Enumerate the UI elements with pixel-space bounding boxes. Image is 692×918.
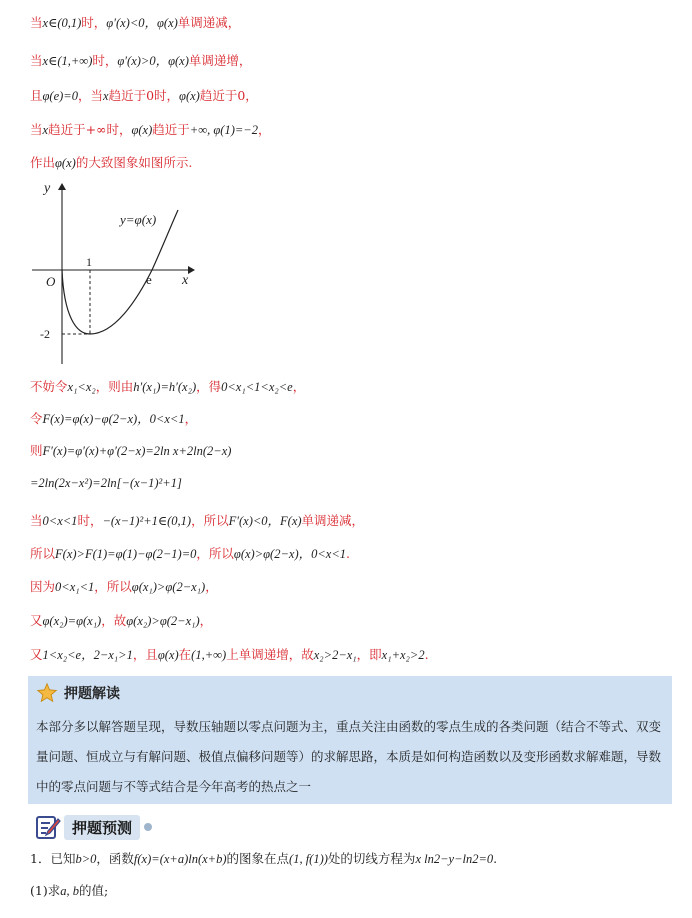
origin-label: O xyxy=(46,274,56,289)
text: 且 xyxy=(30,88,43,103)
text: 在 xyxy=(178,647,192,662)
line-13 xyxy=(30,612,672,630)
math: f(x)=(x+a)ln(x+b) xyxy=(133,852,227,866)
tick-neg2-label: -2 xyxy=(40,327,50,341)
text: 趋近于0时， xyxy=(108,88,180,103)
math: φ(e)=0 xyxy=(42,89,78,103)
text: 不妨令 xyxy=(30,379,68,394)
text: ， xyxy=(258,122,271,137)
text: 当 xyxy=(30,122,43,137)
line-3 xyxy=(30,87,672,105)
text: 作出 xyxy=(30,155,56,170)
tick-e-label: e xyxy=(146,272,152,287)
text: 趋近于+∞时， xyxy=(48,122,132,137)
math: φ(x) xyxy=(157,648,179,662)
math: φ(x)>φ(2−x)，0<x<1 xyxy=(233,547,347,561)
math: x₂>2−x₁ xyxy=(313,648,357,662)
text: ， xyxy=(184,411,198,426)
analysis-title: 押题解读 xyxy=(64,686,120,702)
math: x∈(1,+∞) xyxy=(42,54,93,68)
problem-part-1 xyxy=(30,882,672,900)
line-12 xyxy=(30,578,672,596)
text: 处的切线方程为 xyxy=(327,851,416,866)
line-9 xyxy=(30,474,672,492)
text: 的图象在点 xyxy=(226,851,290,866)
line-2 xyxy=(30,52,672,70)
y-axis-label: y xyxy=(44,181,51,196)
math: φ(x₂)=φ(x₁) xyxy=(42,614,102,628)
text: 上单调递增，故 xyxy=(226,647,314,662)
phi-curve xyxy=(62,210,178,334)
line-4 xyxy=(30,121,672,139)
curve-label: y=φ(x) xyxy=(120,212,157,227)
analysis-header xyxy=(36,682,120,704)
analysis-body: 本部分多以解答题呈现，导数压轴题以零点问题为主，重点关注由函数的零点生成的各类问题（结合不等式、双变量问题、恒成立与有解问题、极值点偏移问题等）的求解思路，本质是如何构造函数以及变形函数求解难题，导数中的零点问题与不等式结合是今年高考的热点之一 xyxy=(36,719,662,794)
line-10 xyxy=(30,512,672,530)
text: 则 xyxy=(30,443,43,458)
math: F′(x)=φ′(x)+φ′(2−x)=2ln x+2ln(2−x) xyxy=(42,444,232,458)
tick-one-label: 1 xyxy=(86,255,92,269)
math: φ(x₂)>φ(2−x₁) xyxy=(126,614,200,628)
text: . xyxy=(493,851,498,866)
decor-dot xyxy=(144,823,152,831)
text: ，所以 xyxy=(94,579,132,594)
math: 0<x<1 xyxy=(42,514,78,528)
text: ，故 xyxy=(101,613,127,628)
text: ，所以 xyxy=(196,546,234,561)
text: 时， xyxy=(77,513,103,528)
text: 时， xyxy=(81,15,107,30)
math: F′(x)<0，F(x) xyxy=(228,514,302,528)
text: 当 xyxy=(30,53,43,68)
line-1 xyxy=(30,14,672,32)
math: φ(x₁)>φ(2−x₁) xyxy=(131,580,206,594)
math: φ′(x)>0，φ(x) xyxy=(117,54,189,68)
text: ， xyxy=(292,379,306,394)
math: x₁<x₂ xyxy=(67,380,96,394)
text: ， xyxy=(199,613,213,628)
section-title: 押题预测 xyxy=(64,815,140,840)
text: 趋近于 xyxy=(152,122,190,137)
text: 单调递减， xyxy=(301,513,365,528)
line-14 xyxy=(30,646,672,664)
text: ，得 xyxy=(196,379,222,394)
text: ，函数 xyxy=(96,851,134,866)
math: b>0 xyxy=(75,852,97,866)
math: x xyxy=(42,123,49,137)
math: x₁+x₂>2 xyxy=(381,648,425,662)
text: 的值; xyxy=(78,883,109,898)
text: 趋近于0， xyxy=(199,88,258,103)
text: ，当 xyxy=(78,88,104,103)
x-axis-label: x xyxy=(182,273,189,288)
text: 令 xyxy=(30,411,43,426)
star-icon xyxy=(36,682,58,704)
math: 0<x₁<1 xyxy=(55,580,95,594)
math: φ(x) xyxy=(55,156,76,170)
text: ，即 xyxy=(356,647,382,662)
section-header xyxy=(34,812,152,842)
text: ，且 xyxy=(132,647,158,662)
line-8 xyxy=(30,442,672,460)
math: 1<x₂<e，2−x₁>1 xyxy=(42,648,133,662)
math: 0<x₁<1<x₂<e xyxy=(221,380,293,394)
math: φ(x) xyxy=(131,123,153,137)
text: (1)求 xyxy=(30,883,61,898)
text: 单调递增， xyxy=(188,53,252,68)
text: 时， xyxy=(92,53,118,68)
text: 当 xyxy=(30,15,43,30)
math: (1, f(1)) xyxy=(289,852,328,866)
math: =2ln(2x−x²)=2ln[−(x−1)²+1] xyxy=(30,476,182,490)
text: 所以 xyxy=(30,546,56,561)
analysis-box xyxy=(28,676,672,804)
text: . xyxy=(346,546,351,561)
line-5 xyxy=(30,154,672,172)
text: 1．已知 xyxy=(30,851,76,866)
math: x ln2−y−ln2=0 xyxy=(415,852,494,866)
line-6 xyxy=(30,378,672,396)
text: ， xyxy=(205,579,218,594)
line-7 xyxy=(30,410,672,428)
function-graph xyxy=(28,178,208,370)
text: 又 xyxy=(30,647,43,662)
math: −(x−1)²+1∈(0,1) xyxy=(102,514,192,528)
math: x∈(0,1) xyxy=(42,16,82,30)
math: φ′(x)<0，φ(x) xyxy=(106,16,178,30)
math: (1,+∞) xyxy=(191,648,227,662)
problem-line-1 xyxy=(30,850,672,868)
text: 因为 xyxy=(30,579,56,594)
math: F(x)>F(1)=φ(1)−φ(2−1)=0 xyxy=(55,547,197,561)
text: . xyxy=(424,647,429,662)
math: +∞, φ(1)=−2 xyxy=(189,123,258,137)
text: ，则由 xyxy=(95,379,134,394)
math: x xyxy=(103,89,109,103)
text: 单调递减， xyxy=(177,15,241,30)
pencil-note-icon xyxy=(34,813,62,841)
math: h′(x₁)=h′(x₂) xyxy=(133,380,197,394)
math: a, b xyxy=(60,884,79,898)
line-11 xyxy=(30,545,672,563)
text: 的大致图象如图所示. xyxy=(75,155,193,170)
text: ，所以 xyxy=(191,513,229,528)
math: φ(x) xyxy=(179,89,200,103)
math: F(x)=φ(x)−φ(2−x)，0<x<1 xyxy=(42,412,185,426)
text: 当 xyxy=(30,513,43,528)
text: 又 xyxy=(30,613,43,628)
